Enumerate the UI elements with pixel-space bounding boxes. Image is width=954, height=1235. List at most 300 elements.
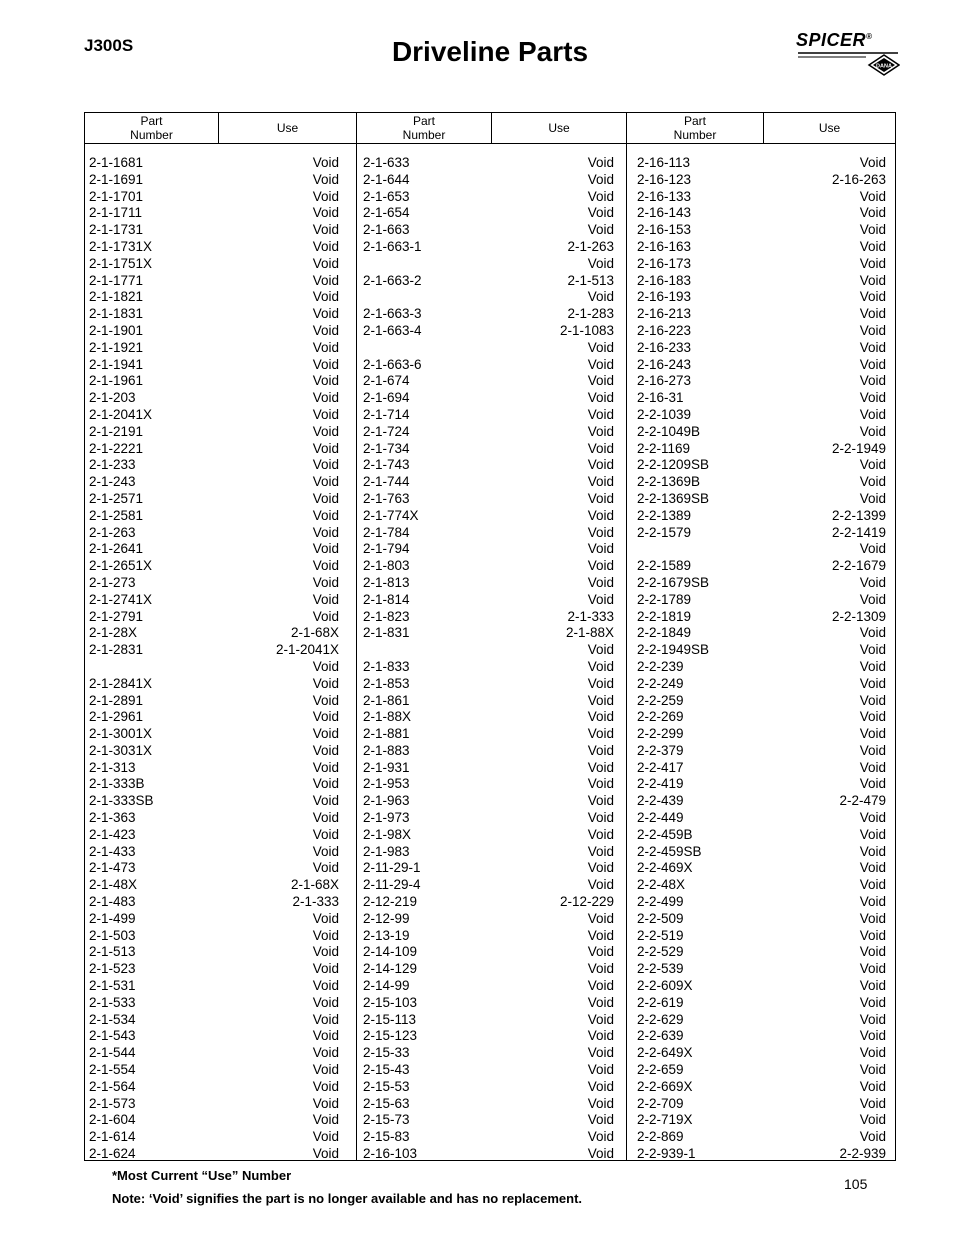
use-value: Void: [859, 843, 886, 859]
use-value: Void: [859, 490, 886, 506]
table-row: [637, 793, 886, 810]
table-row: [363, 474, 614, 491]
part-number: 2-16-223: [637, 322, 692, 338]
part-number: 2-1-554: [89, 1062, 136, 1078]
table-row: [637, 911, 886, 928]
table-row: [637, 1129, 886, 1146]
table-row: [363, 776, 614, 793]
use-value: Void: [587, 205, 614, 221]
use-value: Void: [859, 776, 886, 792]
use-value: Void: [587, 1062, 614, 1078]
table-row: [89, 642, 339, 659]
table-row: [637, 1012, 886, 1029]
use-value: Void: [859, 272, 886, 288]
part-number: 2-1-263: [89, 524, 136, 540]
table-column-2: [363, 155, 614, 1163]
part-number: 2-1-98X: [363, 826, 412, 842]
use-value: 2-1-283: [567, 306, 614, 322]
table-row: [363, 877, 614, 894]
table-row: [637, 424, 886, 441]
table-row: [89, 558, 339, 575]
part-number: 2-1-883: [363, 742, 410, 758]
header-use-1: Use: [276, 121, 299, 135]
table-row: [637, 1079, 886, 1096]
table-row: [363, 1079, 614, 1096]
part-number: 2-1-663-4: [363, 322, 422, 338]
table-row: [363, 961, 614, 978]
part-number: 2-1-2191: [89, 423, 144, 439]
use-value: Void: [587, 709, 614, 725]
use-value: Void: [859, 373, 886, 389]
use-value: 2-1-333: [292, 894, 339, 910]
part-number: 2-1-1731: [89, 222, 144, 238]
table-row: [637, 877, 886, 894]
table-row: [89, 1129, 339, 1146]
table-row: [363, 625, 614, 642]
part-number: 2-2-48X: [637, 877, 686, 893]
use-value: Void: [587, 1045, 614, 1061]
table-row: [89, 457, 339, 474]
part-number: 2-1-1731X: [89, 238, 153, 254]
use-value: Void: [859, 205, 886, 221]
part-number: 2-1-674: [363, 373, 410, 389]
part-number: 2-2-939-1: [637, 1146, 696, 1162]
use-value: Void: [587, 423, 614, 439]
use-value: Void: [859, 322, 886, 338]
use-value: 2-1-263: [567, 238, 614, 254]
use-value: Void: [312, 440, 339, 456]
part-number: 2-2-659: [637, 1062, 684, 1078]
table-row: [363, 340, 614, 357]
use-value: 2-2-1949: [831, 440, 886, 456]
use-value: Void: [312, 1045, 339, 1061]
use-value: Void: [587, 574, 614, 590]
part-number: 2-2-1789: [637, 591, 692, 607]
use-value: Void: [587, 390, 614, 406]
part-number: 2-1-803: [363, 558, 410, 574]
table-row: [89, 273, 339, 290]
part-number: 2-1-1921: [89, 339, 144, 355]
part-number: 2-16-133: [637, 188, 692, 204]
table-row: [89, 172, 339, 189]
table-row: [89, 827, 339, 844]
part-number: 2-1-2961: [89, 709, 144, 725]
part-number: 2-16-103: [363, 1146, 418, 1162]
part-number: 2-2-629: [637, 1011, 684, 1027]
table-row: [637, 609, 886, 626]
table-row: [637, 776, 886, 793]
use-value: Void: [587, 776, 614, 792]
use-value: Void: [312, 1095, 339, 1111]
use-value: Void: [859, 1078, 886, 1094]
table-row: [363, 1062, 614, 1079]
part-number: 2-1-743: [363, 457, 410, 473]
use-value: 2-2-479: [839, 793, 886, 809]
part-number: 2-1-513: [89, 944, 136, 960]
table-row: [637, 340, 886, 357]
use-value: Void: [312, 255, 339, 271]
table-row: [637, 541, 886, 558]
part-number: 2-1-533: [89, 994, 136, 1010]
part-number: 2-2-669X: [637, 1078, 693, 1094]
table-row: [89, 995, 339, 1012]
use-value: Void: [587, 440, 614, 456]
use-value: Void: [312, 490, 339, 506]
use-value: Void: [312, 994, 339, 1010]
table-row: [637, 441, 886, 458]
table-row: [637, 760, 886, 777]
table-row: [89, 1062, 339, 1079]
part-number: 2-1-483: [89, 894, 136, 910]
part-number: 2-1-2741X: [89, 591, 153, 607]
use-value: Void: [312, 171, 339, 187]
part-number: 2-15-103: [363, 994, 418, 1010]
use-value: Void: [312, 524, 339, 540]
part-number: 2-2-1369SB: [637, 490, 710, 506]
use-value: Void: [312, 289, 339, 305]
use-value: Void: [312, 776, 339, 792]
use-value: Void: [859, 306, 886, 322]
use-value: Void: [312, 843, 339, 859]
part-number: 2-2-1039: [637, 406, 692, 422]
table-row: [363, 457, 614, 474]
use-value: Void: [312, 961, 339, 977]
part-number: 2-1-861: [363, 692, 410, 708]
use-value: Void: [312, 591, 339, 607]
use-value: Void: [587, 1028, 614, 1044]
table-row: [363, 205, 614, 222]
part-number: 2-1-503: [89, 927, 136, 943]
part-number: 2-2-419: [637, 776, 684, 792]
table-row: [363, 541, 614, 558]
use-value: Void: [587, 255, 614, 271]
use-value: Void: [312, 726, 339, 742]
use-value: Void: [859, 961, 886, 977]
use-value: Void: [587, 692, 614, 708]
part-number: 2-2-869: [637, 1129, 684, 1145]
table-row: [89, 961, 339, 978]
part-number: 2-1-573: [89, 1095, 136, 1111]
part-number: 2-1-203: [89, 390, 136, 406]
part-number: 2-16-183: [637, 272, 692, 288]
table-row: [89, 474, 339, 491]
table-row: [637, 709, 886, 726]
use-value: Void: [859, 826, 886, 842]
part-number: 2-1-2571: [89, 490, 144, 506]
part-number: 2-2-509: [637, 910, 684, 926]
part-number: 2-2-459SB: [637, 843, 702, 859]
use-value: Void: [587, 860, 614, 876]
part-number: 2-12-219: [363, 894, 418, 910]
part-number: 2-1-663-1: [363, 238, 422, 254]
use-value: Void: [312, 507, 339, 523]
part-number: 2-1-853: [363, 675, 410, 691]
table-row: [637, 491, 886, 508]
table-row: [637, 1096, 886, 1113]
use-value: Void: [587, 726, 614, 742]
part-number: 2-1-663-3: [363, 306, 422, 322]
part-number: 2-1-694: [363, 390, 410, 406]
table-row: [89, 793, 339, 810]
table-row: [363, 273, 614, 290]
column-divider: [356, 113, 357, 1160]
table-row: [637, 172, 886, 189]
header-divider: [218, 113, 219, 143]
table-row: [637, 1062, 886, 1079]
table-row: [89, 357, 339, 374]
table-row: [363, 793, 614, 810]
table-row: [89, 289, 339, 306]
header-divider: [491, 113, 492, 143]
part-number: 2-1-983: [363, 843, 410, 859]
part-number: 2-2-1579: [637, 524, 692, 540]
use-value: Void: [859, 692, 886, 708]
part-number: 2-1-823: [363, 608, 410, 624]
table-row: [637, 575, 886, 592]
use-value: Void: [587, 541, 614, 557]
use-value: Void: [312, 155, 339, 170]
part-number: 2-1-831: [363, 625, 410, 641]
use-value: Void: [312, 574, 339, 590]
use-value: Void: [312, 860, 339, 876]
use-value: 2-16-263: [831, 171, 886, 187]
part-number: 2-2-1169: [637, 440, 691, 456]
use-value: Void: [312, 675, 339, 691]
use-value: Void: [859, 709, 886, 725]
table-row: [89, 205, 339, 222]
table-row: [89, 424, 339, 441]
table-row: [637, 205, 886, 222]
use-value: Void: [859, 860, 886, 876]
table-row: [637, 625, 886, 642]
table-row: [89, 877, 339, 894]
use-value: Void: [859, 222, 886, 238]
use-value: 2-1-2041X: [275, 642, 339, 658]
use-value: Void: [859, 1028, 886, 1044]
use-value: Void: [587, 406, 614, 422]
table-row: [363, 894, 614, 911]
table-row: [89, 625, 339, 642]
table-row: [363, 642, 614, 659]
use-value: Void: [587, 373, 614, 389]
table-row: [637, 525, 886, 542]
use-value: Void: [859, 742, 886, 758]
use-value: Void: [587, 675, 614, 691]
use-value: Void: [312, 1129, 339, 1145]
use-value: Void: [312, 238, 339, 254]
table-row: [89, 239, 339, 256]
use-value: Void: [859, 658, 886, 674]
table-row: [89, 860, 339, 877]
table-row: [637, 676, 886, 693]
column-divider: [626, 113, 627, 1160]
table-row: [363, 726, 614, 743]
use-value: Void: [312, 272, 339, 288]
table-row: [363, 155, 614, 172]
use-value: Void: [587, 994, 614, 1010]
part-number: 2-1-2041X: [89, 406, 153, 422]
use-value: Void: [587, 507, 614, 523]
table-row: [363, 525, 614, 542]
part-number: 2-1-931: [363, 759, 410, 775]
use-value: Void: [587, 155, 614, 170]
header-part-number-3: Part Number: [673, 114, 717, 142]
parts-table: [84, 112, 896, 1161]
use-value: Void: [859, 910, 886, 926]
use-value: Void: [859, 356, 886, 372]
part-number: 2-2-439: [637, 793, 684, 809]
table-row: [89, 1112, 339, 1129]
table-row: [363, 978, 614, 995]
part-number: 2-1-88X: [363, 709, 412, 725]
use-value: Void: [859, 759, 886, 775]
part-number: 2-1-614: [89, 1129, 136, 1145]
use-value: Void: [587, 1112, 614, 1128]
part-number: 2-1-1751X: [89, 255, 153, 271]
part-number: 2-11-29-4: [363, 877, 421, 893]
part-number: 2-2-499: [637, 894, 684, 910]
table-row: [89, 1096, 339, 1113]
dana-diamond-icon: [796, 50, 900, 78]
part-number: 2-1-333SB: [89, 793, 154, 809]
table-row: [637, 1045, 886, 1062]
table-row: [637, 978, 886, 995]
use-value: Void: [312, 406, 339, 422]
part-number: 2-2-469X: [637, 860, 693, 876]
use-value: Void: [859, 944, 886, 960]
header-use-3: Use: [818, 121, 841, 135]
table-row: [363, 1028, 614, 1045]
table-row: [89, 222, 339, 239]
part-number: 2-2-269: [637, 709, 684, 725]
table-row: [637, 995, 886, 1012]
part-number: 2-2-299: [637, 726, 684, 742]
part-number: 2-1-633: [363, 155, 410, 170]
use-value: Void: [312, 474, 339, 490]
part-number: 2-1-644: [363, 171, 410, 187]
part-number: 2-1-233: [89, 457, 136, 473]
use-value: Void: [312, 759, 339, 775]
part-number: 2-16-273: [637, 373, 692, 389]
use-value: 2-1-1083: [559, 322, 614, 338]
table-row: [637, 474, 886, 491]
table-row: [637, 155, 886, 172]
brand-text: SPICER: [796, 30, 867, 50]
use-value: 2-12-229: [559, 894, 614, 910]
part-number: 2-1-2791: [89, 608, 144, 624]
table-row: [89, 189, 339, 206]
part-number: 2-1-534: [89, 1011, 136, 1027]
part-number: 2-2-259: [637, 692, 684, 708]
use-value: 2-1-513: [567, 272, 614, 288]
table-row: [363, 592, 614, 609]
table-row: [637, 289, 886, 306]
table-row: [637, 457, 886, 474]
part-number: 2-2-459B: [637, 826, 693, 842]
part-number: 2-2-1949SB: [637, 642, 710, 658]
part-number: 2-2-249: [637, 675, 684, 691]
table-row: [363, 928, 614, 945]
use-value: Void: [587, 1078, 614, 1094]
table-row: [363, 357, 614, 374]
part-number: 2-1-1691: [89, 171, 144, 187]
table-row: [89, 441, 339, 458]
use-value: Void: [587, 524, 614, 540]
part-number: 2-2-417: [637, 759, 684, 775]
part-number: 2-1-833: [363, 658, 410, 674]
table-row: [637, 693, 886, 710]
part-number: 2-15-53: [363, 1078, 410, 1094]
use-value: Void: [859, 1011, 886, 1027]
table-row: [637, 810, 886, 827]
use-value: Void: [312, 558, 339, 574]
table-row: [89, 1028, 339, 1045]
table-row: [363, 222, 614, 239]
table-row: [363, 693, 614, 710]
table-row: [363, 508, 614, 525]
use-value: Void: [312, 742, 339, 758]
part-number: 2-1-654: [363, 205, 410, 221]
use-value: Void: [859, 339, 886, 355]
use-value: Void: [312, 390, 339, 406]
use-value: Void: [587, 289, 614, 305]
table-row: [89, 1079, 339, 1096]
part-number: 2-16-173: [637, 255, 692, 271]
table-row: [363, 760, 614, 777]
table-row: [89, 659, 339, 676]
part-number: 2-1-1941: [89, 356, 144, 372]
use-value: Void: [587, 810, 614, 826]
use-value: Void: [312, 306, 339, 322]
part-number: 2-2-239: [637, 658, 684, 674]
table-row: [363, 1129, 614, 1146]
table-row: [637, 659, 886, 676]
table-row: [363, 441, 614, 458]
part-number: 2-1-2831: [89, 642, 144, 658]
use-value: Void: [312, 910, 339, 926]
use-value: Void: [587, 558, 614, 574]
use-value: 2-2-939: [839, 1146, 886, 1162]
use-value: Void: [859, 406, 886, 422]
table-row: [89, 1146, 339, 1163]
part-number: 2-1-663-6: [363, 356, 422, 372]
part-number: 2-1-663-2: [363, 272, 422, 288]
use-value: Void: [312, 1011, 339, 1027]
part-number: 2-1-2221: [89, 440, 144, 456]
table-row: [637, 844, 886, 861]
table-row: [89, 743, 339, 760]
table-row: [89, 760, 339, 777]
use-value: Void: [587, 978, 614, 994]
part-number: 2-2-1389: [637, 507, 692, 523]
use-value: Void: [312, 423, 339, 439]
use-value: Void: [312, 205, 339, 221]
table-row: [363, 289, 614, 306]
part-number: 2-2-719X: [637, 1112, 693, 1128]
table-row: [363, 575, 614, 592]
part-number: 2-15-83: [363, 1129, 410, 1145]
part-number: 2-1-774X: [363, 507, 419, 523]
use-value: Void: [859, 289, 886, 305]
table-column-3: [637, 155, 886, 1163]
use-value: Void: [859, 894, 886, 910]
use-value: Void: [587, 171, 614, 187]
part-number: 2-1-48X: [89, 877, 138, 893]
table-row: [363, 323, 614, 340]
use-value: Void: [312, 658, 339, 674]
use-value: Void: [587, 877, 614, 893]
brand-name: [796, 30, 872, 51]
